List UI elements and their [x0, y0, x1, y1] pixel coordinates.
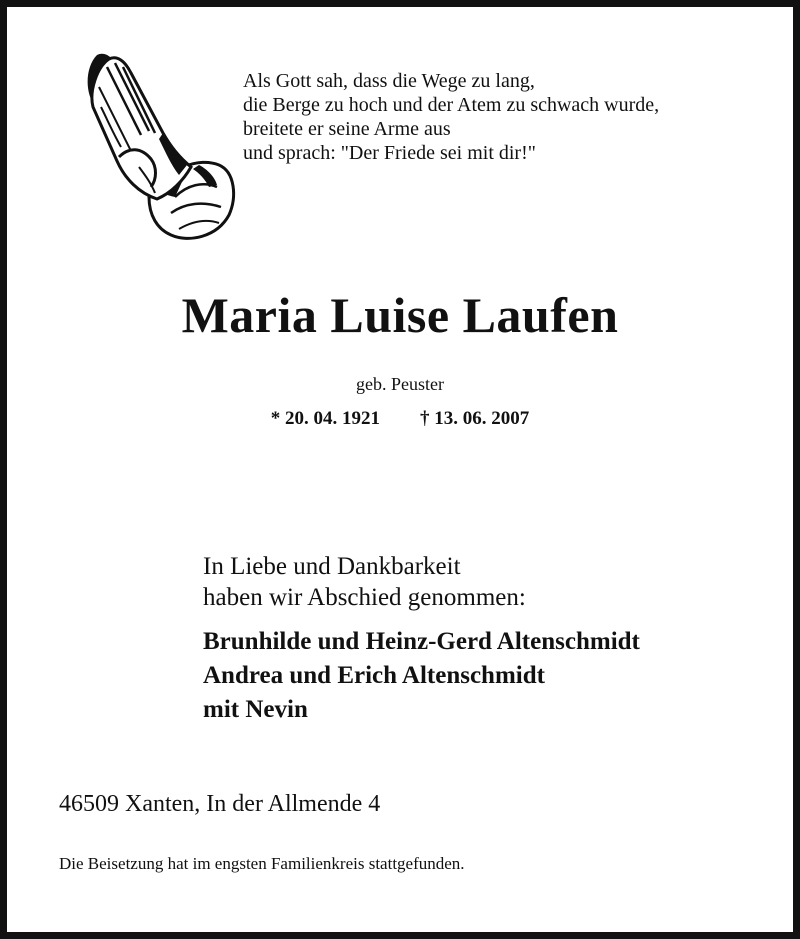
praying-hands-icon [79, 47, 239, 242]
burial-note: Die Beisetzung hat im engsten Familienkreis stattgefunden. [59, 854, 465, 873]
birth-date: * 20. 04. 1921 [270, 408, 380, 429]
address: 46509 Xanten, In der Allmende 4 [59, 791, 381, 817]
death-date: † 13. 06. 2007 [420, 408, 530, 429]
farewell-line: In Liebe und Dankbarkeit [203, 553, 461, 580]
life-dates [7, 407, 793, 431]
poem-line: breitete er seine Arme aus [243, 118, 451, 140]
mourner-entry: mit Nevin [203, 696, 308, 723]
deceased-name: Maria Luise Laufen [181, 287, 619, 343]
poem-line: die Berge zu hoch und der Atem zu schwach wurde, [243, 94, 660, 116]
poem-line: und sprach: "Der Friede sei mit dir!" [243, 142, 536, 164]
poem-line: Als Gott sah, dass die Wege zu lang, [243, 70, 535, 92]
farewell-text [203, 551, 526, 613]
farewell-line: haben wir Abschied genommen: [203, 584, 526, 611]
mourner-entry: Brunhilde und Heinz-Gerd Altenschmidt [203, 628, 640, 655]
mourner-entry: Andrea und Erich Altenschmidt [203, 662, 545, 689]
mourners-list [203, 625, 640, 727]
maiden-name: geb. Peuster [356, 374, 444, 394]
poem [243, 69, 659, 165]
